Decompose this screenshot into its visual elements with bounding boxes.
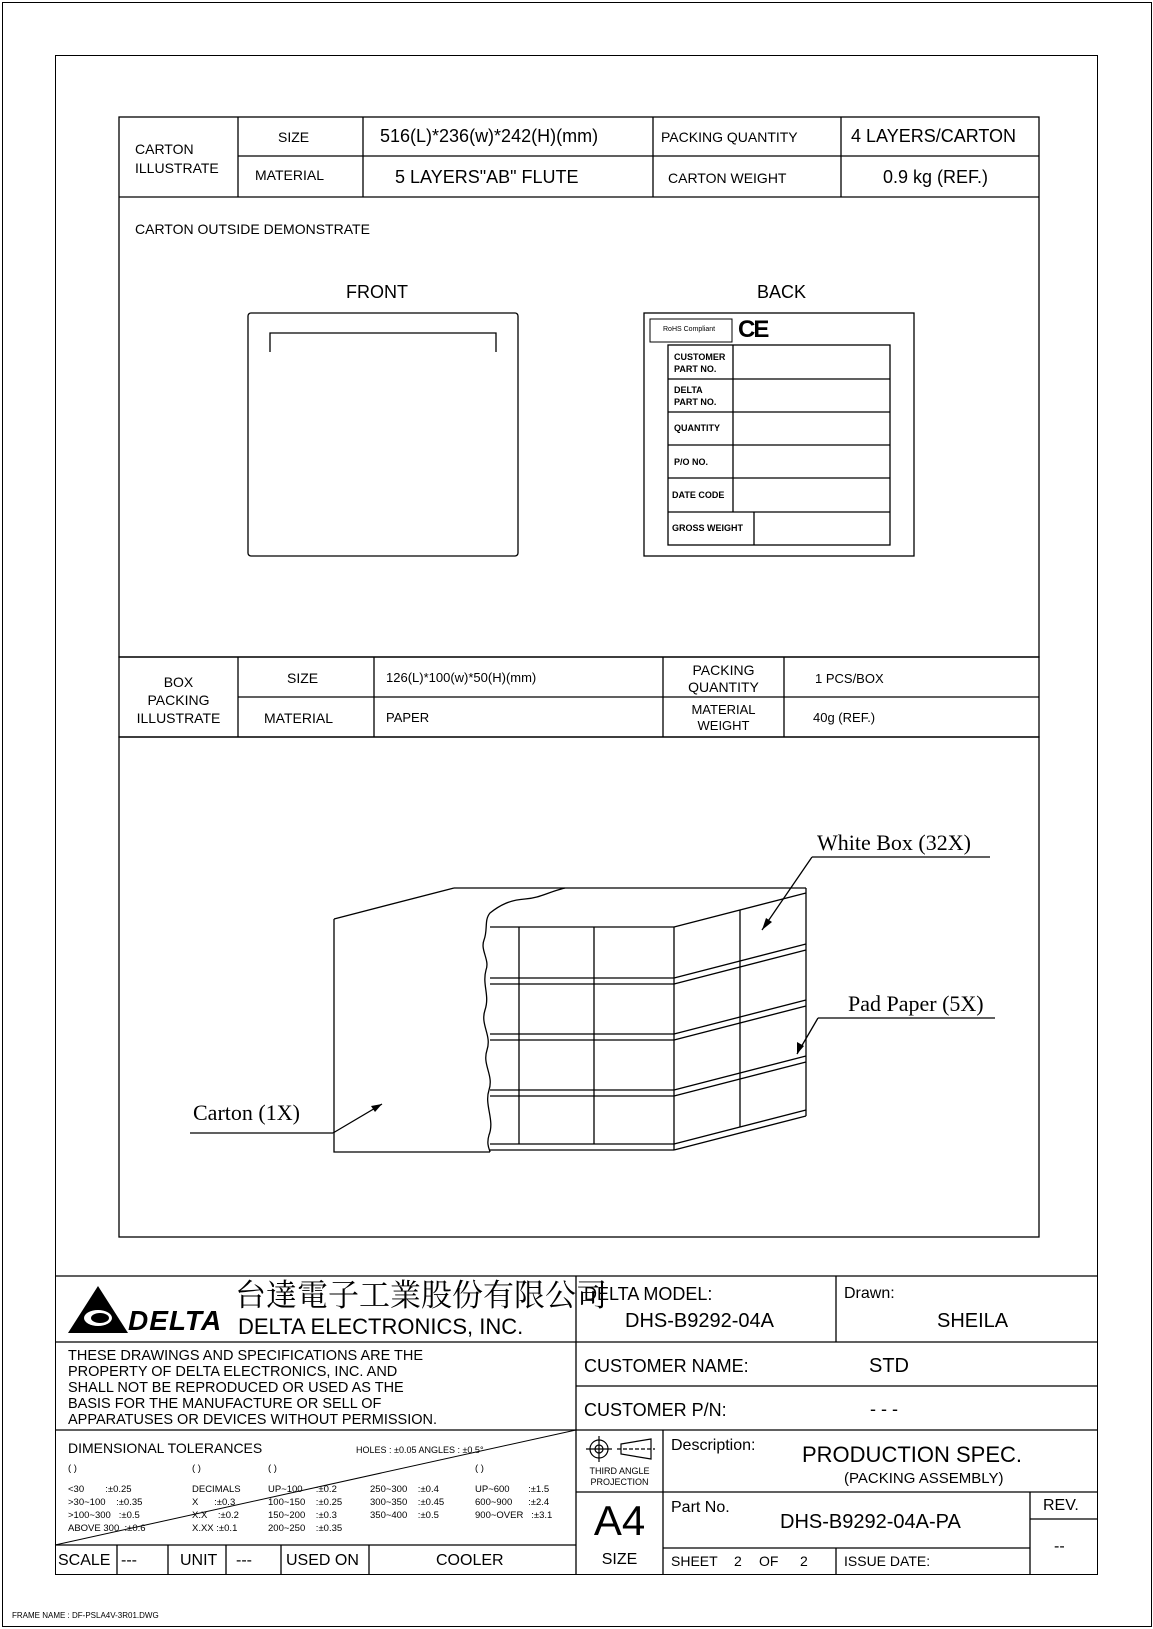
back-row-po-no: P/O NO. <box>674 457 709 467</box>
tol-col3-r0: UP~100 :±0.2 <box>268 1484 337 1495</box>
back-row-quantity: QUANTITY <box>674 423 720 433</box>
sheet-size-code: A4 <box>593 1497 646 1544</box>
tol-col1-r0: <30 :±0.25 <box>68 1484 132 1495</box>
box-packing-qty-value: 1 PCS/BOX <box>815 671 884 686</box>
tol-col3-r2: 150~200 :±0.3 <box>268 1510 337 1521</box>
dimensional-tolerances-label: DIMENSIONAL TOLERANCES <box>68 1440 263 1456</box>
tol-col2-r3: X.XX :±0.1 <box>192 1523 238 1534</box>
box-packing-heading: BOX PACKING ILLUSTRATE <box>136 674 221 726</box>
unit-value: --- <box>236 1552 252 1569</box>
box-material-label: MATERIAL <box>264 710 333 726</box>
drawn-label: Drawn: <box>844 1285 895 1302</box>
carton-packing-qty-value: 4 LAYERS/CARTON <box>851 126 1017 146</box>
tol-col4-r0: 250~300 :±0.4 <box>370 1484 439 1495</box>
carton-illustrate-heading: CARTON ILLUSTRATE <box>135 141 219 176</box>
rohs-compliant-badge: RoHS Compliant <box>663 326 716 333</box>
sheet-no: 2 <box>734 1553 742 1569</box>
tol-col5-head: ( ) <box>475 1463 484 1474</box>
carton-outside-demonstrate: CARTON OUTSIDE DEMONSTRATE <box>135 221 370 237</box>
used-on-label: USED ON <box>286 1552 359 1569</box>
tol-col2-r2: X.X :±0.2 <box>192 1510 239 1521</box>
used-on-value: COOLER <box>436 1552 504 1569</box>
frame-name: FRAME NAME : DF-PSLA4V-3R01.DWG <box>12 1611 159 1620</box>
carton-weight-value: 0.9 kg (REF.) <box>883 167 989 187</box>
tol-col1-head: ( ) <box>68 1463 77 1474</box>
delta-logo-word: DELTA <box>128 1305 223 1336</box>
tol-col3-head: ( ) <box>268 1463 277 1474</box>
ce-mark-icon: CE <box>738 316 768 343</box>
unit-label: UNIT <box>180 1552 218 1569</box>
tol-col5-r1: 600~900 :±2.4 <box>475 1497 550 1508</box>
delta-model-value: DHS-B9292-04A <box>625 1310 774 1332</box>
back-row-delta-part: DELTA PART NO. <box>674 385 717 407</box>
customer-name-label: CUSTOMER NAME: <box>584 1356 749 1376</box>
carton-size-label: SIZE <box>278 129 310 145</box>
box-size-value: 126(L)*100(w)*50(H)(mm) <box>386 670 537 685</box>
customer-pn-value: - - - <box>870 1399 898 1419</box>
box-material-value: PAPER <box>386 710 430 725</box>
carton-packing-qty-label: PACKING QUANTITY <box>661 129 798 145</box>
sheet-size-label: SIZE <box>601 1551 638 1568</box>
customer-name-value: STD <box>869 1355 909 1377</box>
tol-col1-r2: >100~300 :±0.5 <box>68 1510 140 1521</box>
carton-material-value: 5 LAYERS"AB" FLUTE <box>395 167 579 187</box>
delta-model-label: DELTA MODEL: <box>584 1284 713 1304</box>
description-label: Description: <box>671 1437 756 1454</box>
box-size-label: SIZE <box>287 670 319 686</box>
tol-col2-r1: X :±0.3 <box>192 1497 236 1508</box>
description-value: PRODUCTION SPEC. <box>802 1442 1023 1467</box>
callout-pad-paper: Pad Paper (5X) <box>848 991 984 1016</box>
third-angle-label: THIRD ANGLE PROJECTION <box>589 1466 650 1487</box>
part-no-value: DHS-B9292-04A-PA <box>780 1511 961 1533</box>
carton-size-value: 516(L)*236(w)*242(H)(mm) <box>380 126 599 146</box>
back-row-date-code: DATE CODE <box>672 490 725 500</box>
disclaimer-text: THESE DRAWINGS AND SPECIFICATIONS ARE THE PROPERTY OF DELTA ELECTRONICS, INC. AND SHALL NOT BE REPRODUCED OR USED AS THE BASIS FOR THE MANUFACTURE OR SELL OF APPARATUSES OR DEVICES WITHOUT PERMISSION. <box>68 1348 437 1428</box>
description-sub: (PACKING ASSEMBLY) <box>844 1470 1004 1487</box>
part-no-label: Part No. <box>671 1499 730 1516</box>
rev-value: -- <box>1054 1538 1065 1555</box>
tol-col5-r0: UP~600 :±1.5 <box>475 1484 550 1495</box>
box-packing-qty-label: PACKING QUANTITY <box>688 662 759 695</box>
callout-white-box: White Box (32X) <box>817 830 971 855</box>
sheet-total: 2 <box>800 1553 808 1569</box>
scale-label: SCALE <box>58 1552 111 1569</box>
tol-col5-r2: 900~OVER :±3.1 <box>475 1510 553 1521</box>
tol-col2-head: ( ) <box>192 1463 201 1474</box>
callout-carton: Carton (1X) <box>193 1100 300 1125</box>
third-angle-projection-icon <box>586 1436 655 1462</box>
box-weight-value: 40g (REF.) <box>813 710 876 725</box>
company-name-en: DELTA ELECTRONICS, INC. <box>238 1314 524 1339</box>
of-label: OF <box>759 1553 779 1569</box>
front-label: FRONT <box>346 282 408 302</box>
tol-col3-r1: 100~150 :±0.25 <box>268 1497 343 1508</box>
issue-date-label: ISSUE DATE: <box>844 1553 931 1569</box>
company-name-cn: 台達電子工業股份有限公司 <box>235 1278 607 1313</box>
tol-col1-r3: ABOVE 300 :±0.6 <box>68 1523 146 1534</box>
back-label: BACK <box>757 282 807 302</box>
tol-col1-r1: >30~100 :±0.35 <box>68 1497 143 1508</box>
rev-label: REV. <box>1043 1497 1079 1514</box>
tol-col2-r0: DECIMALS <box>192 1484 241 1495</box>
carton-weight-label: CARTON WEIGHT <box>668 170 787 186</box>
back-row-gross-weight: GROSS WEIGHT <box>672 523 744 533</box>
scale-value: --- <box>121 1552 137 1569</box>
customer-pn-label: CUSTOMER P/N: <box>584 1400 727 1420</box>
back-row-customer-part: CUSTOMER PART NO. <box>674 352 726 374</box>
carton-material-label: MATERIAL <box>255 167 324 183</box>
holes-angles: HOLES : ±0.05 ANGLES : ±0.5° <box>356 1445 484 1455</box>
box-weight-label: MATERIAL WEIGHT <box>691 702 756 733</box>
delta-logo-icon <box>68 1286 128 1333</box>
tol-col3-r3: 200~250 :±0.35 <box>268 1523 343 1534</box>
sheet-label: SHEET <box>671 1553 718 1569</box>
tol-col4-r2: 350~400 :±0.5 <box>370 1510 439 1521</box>
tol-col4-r1: 300~350 :±0.45 <box>370 1497 445 1508</box>
drawn-value: SHEILA <box>937 1310 1009 1332</box>
